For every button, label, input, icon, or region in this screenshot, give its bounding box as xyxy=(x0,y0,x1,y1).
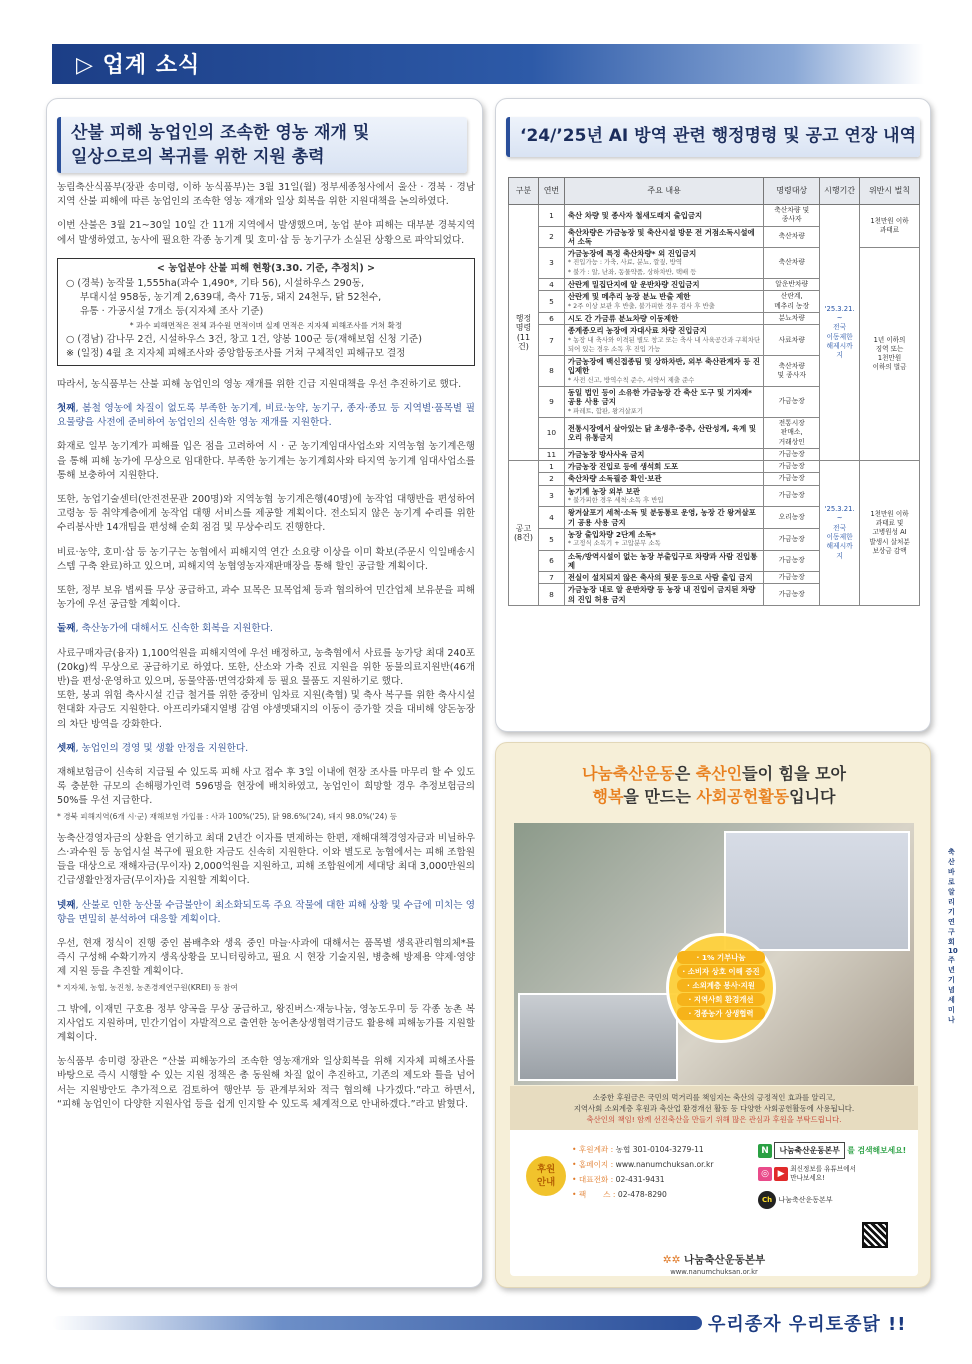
article-title-line2: 일상으로의 복귀를 위한 지원 총력 xyxy=(71,147,325,167)
row-content xyxy=(564,417,763,448)
contact-key: • 홈페이지 : xyxy=(572,1160,614,1169)
people-logo-icon: ✲✲ xyxy=(662,1254,681,1266)
instagram-icon: ◎ xyxy=(758,1167,772,1181)
ad-headline-part: 사회공헌활동 xyxy=(696,787,790,806)
group-period: '25.3.21. ~ 전국 이동제한 해제시까 지 xyxy=(820,205,860,461)
row-target: 가금농장 xyxy=(764,448,820,460)
row-number: 6 xyxy=(538,312,564,324)
row-target: 가금농장 xyxy=(764,387,820,418)
penalty-prison: 1년 이하의 징역 또는 1천만원 이하의 벌금 xyxy=(860,248,920,461)
row-content xyxy=(564,312,763,324)
ai-table-title: ‘24/’25년 AI 방역 관련 행정명령 및 공고 연장 내역 xyxy=(520,126,917,146)
row-main-text: 축산 차량 및 종사자 철새도래지 출입금지 xyxy=(567,210,703,220)
row-content xyxy=(564,387,763,418)
row-target: 전통시장 판매소, 거래상인 xyxy=(764,417,820,448)
penalty-fine: 1천만원 이하 과태료 xyxy=(860,205,920,248)
first-text: , 봄철 영농에 차질이 없도록 부족한 농기계, 비료·농약, 농기구, 종자·종묘 등 지역별·품목별 필요물량을 사전에 준비하여 농업인의 신속한 영농 재개를 지원한다. xyxy=(57,403,475,429)
contact-key: • 팩 스 : xyxy=(572,1190,616,1199)
row-target: 사료차량 xyxy=(764,325,820,356)
contact-tel xyxy=(572,1172,714,1187)
ad-headline xyxy=(496,761,932,807)
fourth-label: 넷째 xyxy=(57,899,76,911)
ai-table-body xyxy=(509,205,920,606)
article-paragraph: 이번 산불은 3월 21~30일 10일 간 11개 지역에서 발생했으며, 농업 분야 피해는 대부분 경북지역에서 발생하였고, 농사에 필요한 각종 농기계 및 호미·삽 등 농기구가 소실된 상황으로 파악되었다. xyxy=(57,220,475,246)
row-number: 3 xyxy=(538,485,564,507)
ad-headline-part: 행복 xyxy=(592,787,624,806)
ad-headline-part: 나눔축산운동 xyxy=(581,764,675,783)
row-main-text: 전실이 설치되지 않은 축사의 뒷문 등으로 사람 출입 금지 xyxy=(567,573,753,583)
article-paragraph: 비료·농약, 호미·삽 등 농기구는 농협에서 피해지역 연간 소요량 이상을 이미 확보(주문시 익일배송시스템 구축 완료)하고 있으며, 피해지역 농협영농자재판매장을 통해 할인 공급할 계획이다. xyxy=(57,546,475,572)
article-paragraph: 농식품부 송미령 장관은 “산불 피해농가의 조속한 영농재개와 일상회복을 위해 지자체 피해조사를 바탕으로 즉시 시행할 수 있는 지원 정책은 총 동원해 차질 없이 추진하고, 기존의 제도와 틀을 넘어서는 지원방안도 추가적으로 검토하여 행안부 등 관계부처와 적극 협의해 나가겠다.”라고 하면서, “피해 농업인이 다양한 지원사업 등을 쉽게 인지할 수 있도록 체계적으로 안내하겠다.”라고 밝혔다. xyxy=(57,1056,475,1110)
row-main-text: 가금농장 진입로 등에 생석회 도포 xyxy=(567,462,679,472)
fourth-measure xyxy=(57,899,475,927)
activity-bubble xyxy=(666,933,776,1043)
row-content xyxy=(564,485,763,507)
article-paragraph: 또한, 붕괴 위험 축사시설 긴급 철거를 위한 중장비 임차료 지원(축협) 및 축사 복구를 위한 축사시설현대화 자금도 지원한다. 아프리카돼지열병 감염 야생멧돼지의 이동이 증가할 것을 대비해 양돈농장의 차단 방역을 강화한다. xyxy=(57,690,475,730)
row-content xyxy=(564,205,763,227)
donation-message: 소중한 후원금은 국민의 먹거리를 책임지는 축산의 긍정적인 효과를 알리고, xyxy=(592,1093,836,1102)
donation-guide-badge: 후원 안내 xyxy=(526,1156,566,1196)
row-content xyxy=(564,448,763,460)
article-paragraph: 사료구매자금(융자) 1,100억원을 피해지역에 우선 배정하고, 농축협에서 사료를 농가당 최대 240포(20kg)씩 무상으로 공급하기로 하였다. 또한, 산소와 가축 진료 지원을 위한 동물의료지원반(46개반)을 편성·운영하고 있으며, 동물약품·면역강화제 등 필요 물품도 지원하기로 했다. xyxy=(57,647,475,688)
row-target: 가금농장 xyxy=(764,485,820,507)
donation-ad-card xyxy=(495,742,958,1288)
article-paragraph: 또한, 농업기술센터(안전전문관 200명)와 지역농협 농기계은행(40명)에 농작업 대행반을 편성하여 고령농 등 취약계층에게 농작업 대행 서비스를 제공할 계획이다. 전소되지 않은 농기계 수리를 위한 수리봉사반 14개팀을 편성해 순회 점검 및 무상수리도 진행한다. xyxy=(57,494,475,534)
damage-status-box xyxy=(57,258,475,366)
row-content xyxy=(564,356,763,387)
row-target: 알운반차량 xyxy=(764,279,820,291)
row-sub-text: * 불가피한 경우 세척·소독 후 반입 xyxy=(567,496,664,505)
row-main-text: 가금농장 방사사육 금지 xyxy=(567,449,645,459)
third-label: 셋째 xyxy=(57,742,76,754)
ad-headline-part: 을 만드는 xyxy=(623,787,697,806)
article-paragraph: 재해보험금이 신속히 지급될 수 있도록 피해 사고 접수 후 3일 이내에 현장 조사를 마무리 할 수 있도록 충분한 규모의 손해평가인력 596명을 현장에 배치하였고, 농업인이 희망할 경우 추정보험금의 50%를 우선 지급한다. xyxy=(57,767,475,807)
row-main-text: 전통시장에서 살아있는 닭 초생추·중추, 산란성계, 육계 및 오리 유통금지 xyxy=(567,423,756,442)
row-number: 5 xyxy=(538,291,564,313)
kakao-channel-name: 나눔축산운동본부 xyxy=(778,1196,833,1204)
article-title-box xyxy=(57,117,467,173)
row-target: 축산차량 및 종사자 xyxy=(764,356,820,387)
row-content xyxy=(564,291,763,313)
row-content xyxy=(564,226,763,248)
row-content xyxy=(564,279,763,291)
activity-item: · 소외계층 봉사·지원 xyxy=(677,979,765,992)
contact-key: • 대표전화 : xyxy=(572,1175,614,1184)
insurance-note: * 경북 피해지역(6개 시·군) 재해보험 가입률 : 사과 100%('25), 닭 98.6%('24), 돼지 98.0%('24) 등 xyxy=(57,811,398,821)
contact-account xyxy=(572,1142,714,1157)
row-target: 축산차량 xyxy=(764,248,820,279)
penalty-notice: 1천만원 이하 과태료 및 고병원성 AI 발생시 살처분 보상금 감액 xyxy=(860,461,920,606)
section-title: ▷ 업계 소식 xyxy=(76,53,201,78)
row-main-text: 동일 법인 등이 소유한 가금농장 간 축산 도구 및 기자재* 공용 사용 금지 xyxy=(567,388,752,407)
donation-ceremony-photo xyxy=(518,993,678,1081)
row-main-text: 산란계 및 메추리 농장 분뇨 반출 제한 xyxy=(567,292,691,302)
third-text: , 농업인의 경영 및 생활 안정을 지원한다. xyxy=(75,742,249,754)
row-main-text: 종계종오리 농장에 자대사료 차량 진입금지 xyxy=(567,326,707,336)
row-main-text: 축산차량은 가금농장 및 축산시설 방문 전 거점소독시설에서 소독 xyxy=(567,227,755,246)
table-header: 위반시 벌칙 xyxy=(860,178,920,205)
second-text: , 축산농가에 대해서도 신속한 회복을 지원한다. xyxy=(75,623,273,635)
table-row xyxy=(509,461,920,473)
row-number: 1 xyxy=(538,205,564,227)
kakao-channel-icon: Ch xyxy=(758,1191,776,1209)
ad-headline-line1 xyxy=(496,761,932,784)
ai-table-title-box xyxy=(506,117,920,157)
naver-search-box: 나눔축산운동본부 xyxy=(774,1142,844,1159)
row-number: 7 xyxy=(538,572,564,584)
row-sub-text: * 파레트, 합판, 왕겨살포기 xyxy=(567,406,643,415)
activity-item: · 소비자 상호 이해 증진 xyxy=(677,965,765,978)
row-target: 가금농장 xyxy=(764,572,820,584)
article-title-line1: 산불 피해 농업인의 조속한 영농 재개 및 xyxy=(71,123,370,143)
damage-status-note: * 과수 피해면적은 전체 과수원 면적이며 실제 면적은 지자체 피해조사를 거쳐 확정 xyxy=(129,320,403,330)
donation-info-panel xyxy=(510,1086,918,1276)
article-paragraph: 우선, 현재 정식이 진행 중인 봄배추와 생육 중인 마늘·사과에 대해서는 품목별 생육관리협의체*를 즉시 구성해 수확기까지 생육상황을 모니터링하고, 필요 시 현장 기술지원, 병충해 방제용 약제·영양제 지원 등을 추진할 계획이다. xyxy=(57,937,475,978)
row-number: 2 xyxy=(538,473,564,485)
row-number: 5 xyxy=(538,528,564,550)
donation-message-highlight: 축산인의 책임! 함께 선진축산을 만들기 위해 많은 관심과 후원을 부탁드립니다. xyxy=(586,1115,842,1124)
row-content xyxy=(564,528,763,550)
contact-value[interactable]: www.nanumchuksan.or.kr xyxy=(615,1160,714,1169)
donation-contact-list xyxy=(572,1142,714,1202)
organization-logo xyxy=(510,1252,918,1276)
damage-status-line: ○ (경남) 감나무 2건, 시설하우스 3건, 창고 1건, 양봉 100군 등(재해보험 신청 기준) xyxy=(66,333,422,345)
row-main-text: 산란계 밀집단지에 알 운반차량 진입금지 xyxy=(567,280,700,290)
row-content xyxy=(564,325,763,356)
row-number: 3 xyxy=(538,248,564,279)
contact-key: • 후원계좌 : xyxy=(572,1145,614,1154)
activity-photo-collage xyxy=(514,823,958,1085)
row-number: 11 xyxy=(538,448,564,460)
table-header: 명령대상 xyxy=(764,178,820,205)
article-paragraph: 또한, 정부 보유 볍씨를 무상 공급하고, 과수 묘목은 묘목업체 등과 협의하여 민간업체 보유분을 피해 농가에 우선 공급할 계획이다. xyxy=(57,585,475,611)
table-row xyxy=(509,205,920,227)
damage-status-line: 유통 · 가공시설 7개소 등(지자체 조사 기준) xyxy=(80,305,264,317)
table-header: 구분 xyxy=(509,178,539,205)
damage-status-title: < 농업분야 산불 피해 현황(3.30. 기준, 추정치) > xyxy=(156,262,376,274)
ad-headline-part: 입니다 xyxy=(789,787,836,806)
kakao-channel[interactable] xyxy=(758,1191,906,1209)
row-target: 축산차량 xyxy=(764,226,820,248)
sns-text: 최신정보를 유튜브에서 만나보세요! xyxy=(790,1165,857,1182)
contact-value: 02-478-8290 xyxy=(617,1190,667,1199)
row-target: 오리농장 xyxy=(764,507,820,529)
naver-icon: N xyxy=(758,1144,772,1158)
contact-fax xyxy=(572,1187,714,1202)
ad-headline-line2 xyxy=(496,784,932,807)
damage-status-line: ※ (일정) 4월 초 지자체 피해조사와 중앙합동조사를 거쳐 구체적인 피해규모 결정 xyxy=(66,347,406,359)
row-target: 축산차량 및 종사자 xyxy=(764,205,820,227)
row-main-text: 가금농장에 특정 축산차량* 외 진입금지 xyxy=(567,249,697,259)
damage-status-line: ○ (경북) 농작물 1,555ha(과수 1,490*, 기타 56), 시설하우스 290동, xyxy=(66,277,365,289)
table-header: 시행기간 xyxy=(820,178,860,205)
activity-item: · 1% 기부나눔 xyxy=(677,951,765,964)
row-sub-text: * 농장 내 축사와 이격된 별도 창고 또는 축사 내 사육공간과 구획차단되어 있는 경우 소독 후 진입 가능 xyxy=(567,335,761,353)
third-measure xyxy=(57,742,475,756)
row-main-text: 소독/방역시설이 없는 농장 부출입구로 차량과 사람 진입통제 xyxy=(567,551,758,570)
row-content xyxy=(564,572,763,584)
row-number: 4 xyxy=(538,507,564,529)
row-content xyxy=(564,550,763,572)
row-target: 가금농장 xyxy=(764,584,820,606)
row-target: 가금농장 xyxy=(764,473,820,485)
row-content xyxy=(564,461,763,473)
row-target: 가금농장 xyxy=(764,528,820,550)
ai-order-table xyxy=(508,177,920,606)
council-note: * 지자체, 농협, 농진청, 농촌경제연구원(KREI) 등 참여 xyxy=(57,982,238,992)
logo-name: 나눔축산운동본부 xyxy=(684,1254,766,1266)
row-number: 4 xyxy=(538,279,564,291)
contact-value: 농협 301-0104-3279-11 xyxy=(615,1145,704,1154)
row-number: 9 xyxy=(538,387,564,418)
row-target: 가금농장 xyxy=(764,550,820,572)
row-number: 2 xyxy=(538,226,564,248)
row-target: 분뇨차량 xyxy=(764,312,820,324)
row-main-text: 축산차량 소독필증 확인·보관 xyxy=(567,474,662,484)
group-label: 행정 명령 (11건) xyxy=(509,205,539,461)
table-header: 연번 xyxy=(538,178,564,205)
sns-links xyxy=(758,1142,906,1209)
row-content xyxy=(564,473,763,485)
row-sub-text: * 사전 신고, 방역수칙 준수, 서약서 제출 준수 xyxy=(567,375,695,384)
row-sub-text: * 2주 이상 보관 후 반출, 불가피한 경우 검사 후 반출 xyxy=(567,301,715,310)
row-content xyxy=(564,507,763,529)
damage-status-line: 부대시설 958동, 농기계 2,639대, 축사 71동, 돼지 24천두, 닭 52천수, xyxy=(80,291,382,303)
fourth-text: , 산불로 인한 농산물 수급불안이 최소화되도록 주요 작물에 대한 피해 상황 및 수급에 미치는 영향을 면밀히 분석하여 대응할 계획이다. xyxy=(57,899,475,925)
row-target: 산란계, 메추리 농장 xyxy=(764,291,820,313)
footer-slogan: 우리종자 우리토종닭 !! xyxy=(708,1314,907,1335)
second-label: 둘째 xyxy=(57,623,76,635)
ad-headline-part: 들이 힘을 모아 xyxy=(742,764,847,783)
group-label: 공고 (8건) xyxy=(509,461,539,606)
row-number: 6 xyxy=(538,550,564,572)
row-main-text: 가금농장 내로 알 운반차량 등 농장 내 진입이 금지된 차량의 진입 허용 금지 xyxy=(567,585,756,604)
youtube-icon: ▶ xyxy=(774,1167,788,1181)
row-sub-text: * 진입가능 : 가축, 사료, 분뇨, 깔짚, 방역 * 불가 : 알, 난좌, 동물약품, 상하차반, 택배 등 xyxy=(567,258,697,276)
row-number: 7 xyxy=(538,325,564,356)
donation-message: 지역사회 소외계층 후원과 축산업 환경개선 활동 등 다양한 사회공헌활동에 사용됩니다. xyxy=(573,1104,855,1113)
article-paragraph: 화재로 일부 농기계가 피해를 입은 점을 고려하여 시 · 군 농기계임대사업소와 지역농협 농기계은행을 통해 피해 농가에 무상으로 임대한다. 부족한 농기계는 농기계회사와 타지역 농기계 임대사업소를 통해 보충하여 지원한다. xyxy=(57,441,475,481)
second-measure xyxy=(57,622,475,636)
table-header: 주요 내용 xyxy=(564,178,763,205)
contact-home xyxy=(572,1157,714,1172)
contact-value: 02-431-9431 xyxy=(615,1175,665,1184)
donation-message-strip xyxy=(510,1086,918,1130)
row-number: 10 xyxy=(538,417,564,448)
seminar-photo xyxy=(724,831,958,1024)
activity-item: · 경종농가 상생협력 xyxy=(677,1007,765,1020)
qr-code-icon[interactable] xyxy=(862,1222,888,1248)
article-paragraph: 그 밖에, 이재민 구호용 정부 양곡을 무상 공급하고, 왕진버스·재능나눔, 영농도우미 등 각종 농촌 복지사업도 지원하며, 민간기업이 자발적으로 출연한 농어촌상생협력기금도 활용해 피해농가를 지원할 계획이다. xyxy=(57,1003,475,1043)
sns-row[interactable] xyxy=(758,1165,906,1183)
group-period: '25.3.21. ~ 전국 이동제한 해제시까 지 xyxy=(820,461,860,606)
row-number: 1 xyxy=(538,461,564,473)
ai-order-card xyxy=(495,98,931,732)
row-content xyxy=(564,248,763,279)
article-paragraph: 따라서, 농식품부는 산불 피해 농업인의 영농 재개를 위한 긴급 지원대책을 우선 추진하기로 했다. xyxy=(57,378,462,390)
row-number: 8 xyxy=(538,356,564,387)
footer-bar xyxy=(52,1316,702,1330)
article-body xyxy=(57,181,475,1122)
wildfire-article-card xyxy=(46,98,483,1288)
row-content xyxy=(564,584,763,606)
row-main-text: 농장 출입차량 2단계 소독* xyxy=(567,529,657,539)
row-main-text: 왕겨살포기 세척·소독 및 분동통로 운영, 농장 간 왕겨살포기 공용 사용 금지 xyxy=(567,508,756,527)
seminar-banner-text: 축산바로알리기연구회 10주년 기념 세미나 xyxy=(948,848,958,1024)
naver-search[interactable] xyxy=(758,1142,906,1159)
row-target: 가금농장 xyxy=(764,461,820,473)
ad-headline-part: 축산인 xyxy=(695,764,743,783)
article-paragraph: 농림축산식품부(장관 송미령, 이하 농식품부)는 3월 31일(월) 정부세종청사에서 울산 · 경북 · 경남지역 산불 피해에 따른 농업인의 조속한 영농 재개와 일상 회복을 위한 지원대책을 논의하였다. xyxy=(57,182,475,208)
first-label: 첫째 xyxy=(57,403,76,415)
article-paragraph: 농축산경영자금의 상환을 연기하고 최대 2년간 이자를 면제하는 한편, 재해대책경영자금과 비닐하우스·과수원 등 농업시설 복구에 필요한 자금도 신속히 지원한다. 이와 별도로 농협에서는 피해 조합원들을 대상으로 재해자금(무이자) 2,000억원을 지원하고, 피해 조합원에게 세대당 최대 3,000만원의 긴급생활안정자금(무이자)을 지원할 계획이다. xyxy=(57,832,475,887)
row-main-text: 시도 간 가금류 분뇨차량 이동제한 xyxy=(567,313,679,323)
ad-headline-part: 은 xyxy=(674,764,696,783)
row-number: 8 xyxy=(538,584,564,606)
logo-url[interactable]: www.nanumchuksan.or.kr xyxy=(670,1268,758,1276)
naver-search-tail: 를 검색해보세요! xyxy=(847,1146,907,1155)
activity-item: · 지역사회 환경개선 xyxy=(677,993,765,1006)
row-main-text: 가금농장에 백신접종팀 및 상하차반, 외부 축산관계자 등 진입제한 xyxy=(567,357,761,376)
first-measure xyxy=(57,402,475,430)
row-main-text: 농기계 농장 외부 보관 xyxy=(567,486,640,496)
row-sub-text: * 고정식 소독기 + 고압분무 소독 xyxy=(567,539,661,548)
